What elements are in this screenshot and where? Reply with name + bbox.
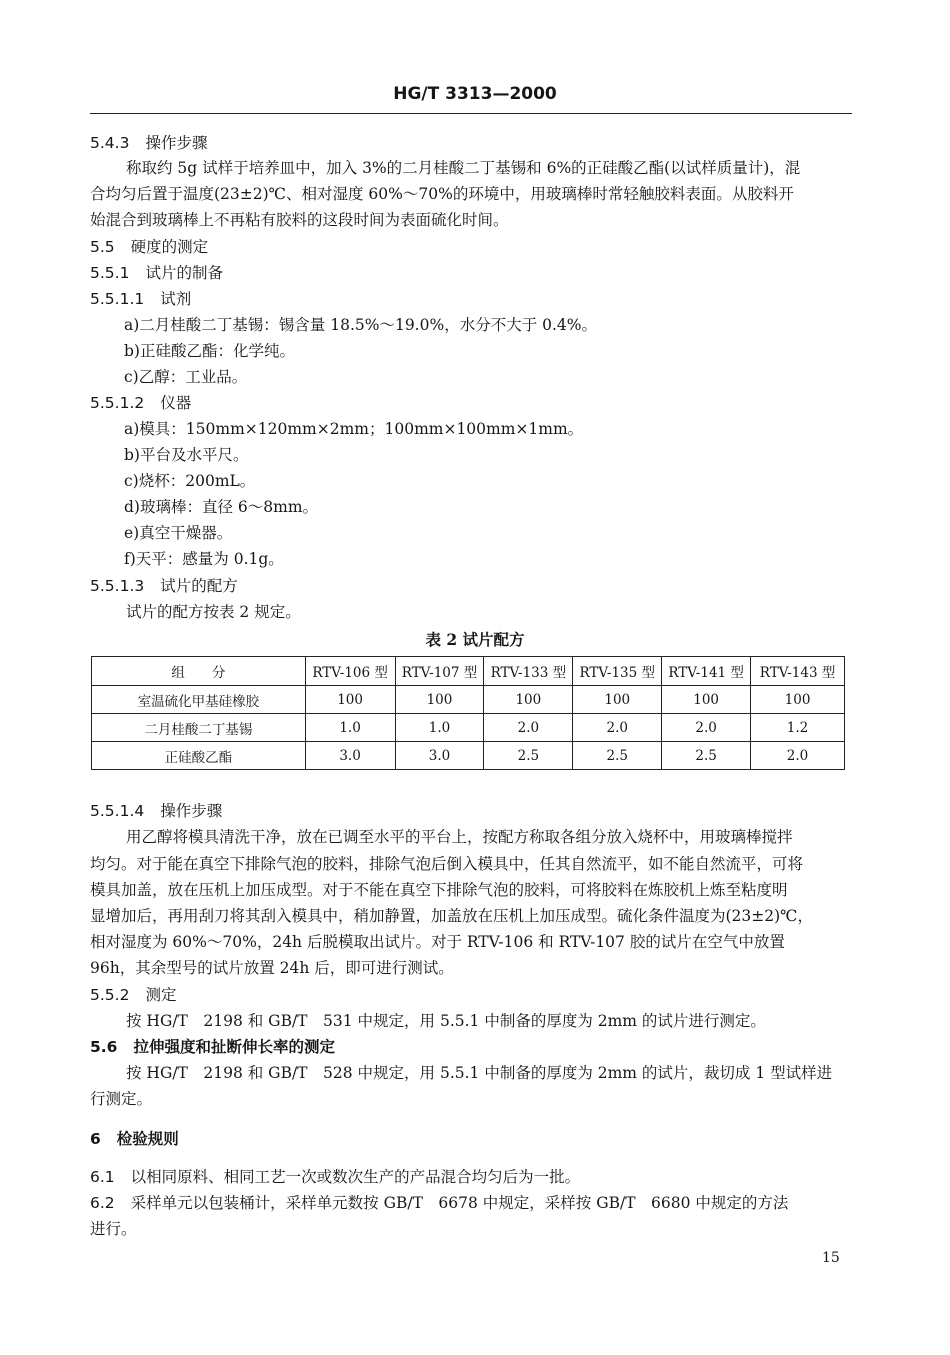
heading-6 bbox=[90, 1128, 179, 1150]
list-item: d)玻璃棒：直径 6～8mm。 bbox=[124, 498, 319, 516]
heading-5-5-1-2 bbox=[90, 392, 191, 414]
list-item: c)乙醇：工业品。 bbox=[124, 368, 248, 386]
table-cell: 100 bbox=[395, 686, 484, 714]
table-cell: 2.0 bbox=[484, 714, 573, 742]
standard-header: HG/T 3313—2000 bbox=[393, 84, 557, 104]
paragraph-line: 合均匀后置于温度(23±2)℃、相对湿度 60%～70%的环境中，用玻璃棒时常轻触胶料表面。从胶料开 bbox=[90, 185, 794, 203]
table-cell: 100 bbox=[484, 686, 573, 714]
section-title: 硬度的测定 bbox=[130, 238, 209, 256]
paragraph-line: 按 HG/T 2198 和 GB/T 531 中规定，用 5.5.1 中制备的厚度为 2mm 的试片进行测定。 bbox=[126, 1012, 766, 1030]
list-item: a)二月桂酸二丁基锡：锡含量 18.5%～19.0%，水分不大于 0.4%。 bbox=[124, 316, 598, 334]
section-number: 5.5.1.3 bbox=[90, 577, 145, 595]
heading-5-6 bbox=[90, 1036, 335, 1058]
section-title: 测定 bbox=[145, 986, 177, 1004]
table-row bbox=[92, 686, 845, 714]
table-cell: 正硅酸乙酯 bbox=[92, 742, 306, 770]
paragraph-line: 始混合到玻璃棒上不再粘有胶料的这段时间为表面硫化时间。 bbox=[90, 211, 509, 229]
section-number: 6 bbox=[90, 1130, 101, 1148]
clause-text: 采样单元以包装桶计，采样单元数按 GB/T 6678 中规定，采样按 GB/T 6680 中规定的方法 bbox=[130, 1194, 789, 1212]
recipe-table bbox=[91, 656, 845, 770]
table-cell: 2.0 bbox=[662, 714, 751, 742]
list-item: b)平台及水平尺。 bbox=[124, 446, 249, 464]
table-cell: 100 bbox=[662, 686, 751, 714]
table-cell: 100 bbox=[751, 686, 845, 714]
paragraph-line: 行测定。 bbox=[90, 1090, 153, 1108]
section-number: 5.4.3 bbox=[90, 134, 130, 152]
section-number: 5.5.1 bbox=[90, 264, 130, 282]
heading-5-5-1-3 bbox=[90, 575, 238, 597]
table-row bbox=[92, 714, 845, 742]
table-header-cell: RTV-143 型 bbox=[751, 657, 845, 686]
table-cell: 1.0 bbox=[305, 714, 395, 742]
table-row bbox=[92, 742, 845, 770]
section-title: 检验规则 bbox=[116, 1129, 179, 1148]
page-number: 15 bbox=[822, 1250, 840, 1266]
table-cell: 1.2 bbox=[751, 714, 845, 742]
list-item: a)模具：150mm×120mm×2mm；100mm×100mm×1mm。 bbox=[124, 420, 584, 438]
table-cell: 2.0 bbox=[751, 742, 845, 770]
section-title: 试片的配方 bbox=[160, 577, 238, 595]
section-number: 6.1 bbox=[90, 1168, 115, 1186]
paragraph-line: 均匀。对于能在真空下排除气泡的胶料，排除气泡后倒入模具中，任其自然流平，如不能自然流平，可将 bbox=[90, 855, 804, 873]
heading-5-5-2 bbox=[90, 984, 176, 1006]
section-title: 拉伸强度和扯断伸长率的测定 bbox=[133, 1037, 335, 1056]
clause-6-1 bbox=[90, 1166, 580, 1188]
paragraph-line: 96h，其余型号的试片放置 24h 后，即可进行测试。 bbox=[90, 959, 454, 977]
table-cell: 二月桂酸二丁基锡 bbox=[92, 714, 306, 742]
section-title: 仪器 bbox=[160, 394, 192, 412]
table-header-row bbox=[92, 657, 845, 686]
section-number: 5.5.1.1 bbox=[90, 290, 145, 308]
paragraph-line: 试片的配方按表 2 规定。 bbox=[126, 603, 301, 621]
section-number: 5.6 bbox=[90, 1038, 118, 1056]
table-cell: 3.0 bbox=[305, 742, 395, 770]
table-header-cell: 组 分 bbox=[92, 657, 306, 686]
table-header-cell: RTV-135 型 bbox=[573, 657, 662, 686]
section-number: 5.5.1.4 bbox=[90, 802, 145, 820]
section-number: 5.5 bbox=[90, 238, 115, 256]
list-item: c)烧杯：200mL。 bbox=[124, 472, 256, 490]
table-cell: 100 bbox=[573, 686, 662, 714]
table-cell: 2.5 bbox=[662, 742, 751, 770]
paragraph-line: 按 HG/T 2198 和 GB/T 528 中规定，用 5.5.1 中制备的厚度为 2mm 的试片，裁切成 1 型试样进 bbox=[126, 1064, 833, 1082]
table-header-cell: RTV-107 型 bbox=[395, 657, 484, 686]
section-number: 6.2 bbox=[90, 1194, 115, 1212]
paragraph-line: 显增加后，再用刮刀将其刮入模具中，稍加静置，加盖放在压机上加压成型。硫化条件温度为(23±2)℃， bbox=[90, 907, 814, 925]
paragraph-line: 称取约 5g 试样于培养皿中，加入 3%的二月桂酸二丁基锡和 6%的正硅酸乙酯(以试样质量计)，混 bbox=[126, 159, 801, 177]
section-title: 试片的制备 bbox=[145, 264, 223, 282]
header-rule bbox=[90, 113, 852, 114]
table-header-cell: RTV-106 型 bbox=[305, 657, 395, 686]
table-cell: 100 bbox=[305, 686, 395, 714]
table-caption: 表 2 试片配方 bbox=[425, 630, 525, 649]
paragraph-line: 用乙醇将模具清洗干净，放在已调至水平的平台上，按配方称取各组分放入烧杯中，用玻璃棒搅拌 bbox=[126, 828, 793, 846]
table-cell: 2.5 bbox=[573, 742, 662, 770]
list-item: b)正硅酸乙酯：化学纯。 bbox=[124, 342, 295, 360]
table-header-cell: RTV-141 型 bbox=[662, 657, 751, 686]
heading-5-5 bbox=[90, 236, 208, 258]
table-cell: 2.5 bbox=[484, 742, 573, 770]
section-number: 5.5.2 bbox=[90, 986, 130, 1004]
paragraph-line: 模具加盖，放在压机上加压成型。对于不能在真空下排除气泡的胶料，可将胶料在炼胶机上炼至粘度明 bbox=[90, 881, 788, 899]
paragraph-line: 相对湿度为 60%～70%，24h 后脱模取出试片。对于 RTV-106 和 RTV-107 胶的试片在空气中放置 bbox=[90, 933, 785, 951]
table-cell: 3.0 bbox=[395, 742, 484, 770]
clause-text: 以相同原料、相同工艺一次或数次生产的产品混合均匀后为一批。 bbox=[130, 1168, 581, 1186]
heading-5-5-1 bbox=[90, 262, 223, 284]
section-title: 试剂 bbox=[160, 290, 192, 308]
list-item: f)天平：感量为 0.1g。 bbox=[124, 550, 284, 568]
section-number: 5.5.1.2 bbox=[90, 394, 145, 412]
table-cell: 2.0 bbox=[573, 714, 662, 742]
table-cell: 室温硫化甲基硅橡胶 bbox=[92, 686, 306, 714]
table-cell: 1.0 bbox=[395, 714, 484, 742]
section-title: 操作步骤 bbox=[145, 134, 208, 152]
section-title: 操作步骤 bbox=[160, 802, 223, 820]
list-item: e)真空干燥器。 bbox=[124, 524, 233, 542]
heading-5-5-1-1 bbox=[90, 288, 191, 310]
heading-5-4-3 bbox=[90, 132, 207, 154]
table-header-cell: RTV-133 型 bbox=[484, 657, 573, 686]
heading-5-5-1-4 bbox=[90, 800, 222, 822]
clause-6-2 bbox=[90, 1192, 788, 1214]
paragraph-line: 进行。 bbox=[90, 1220, 137, 1238]
